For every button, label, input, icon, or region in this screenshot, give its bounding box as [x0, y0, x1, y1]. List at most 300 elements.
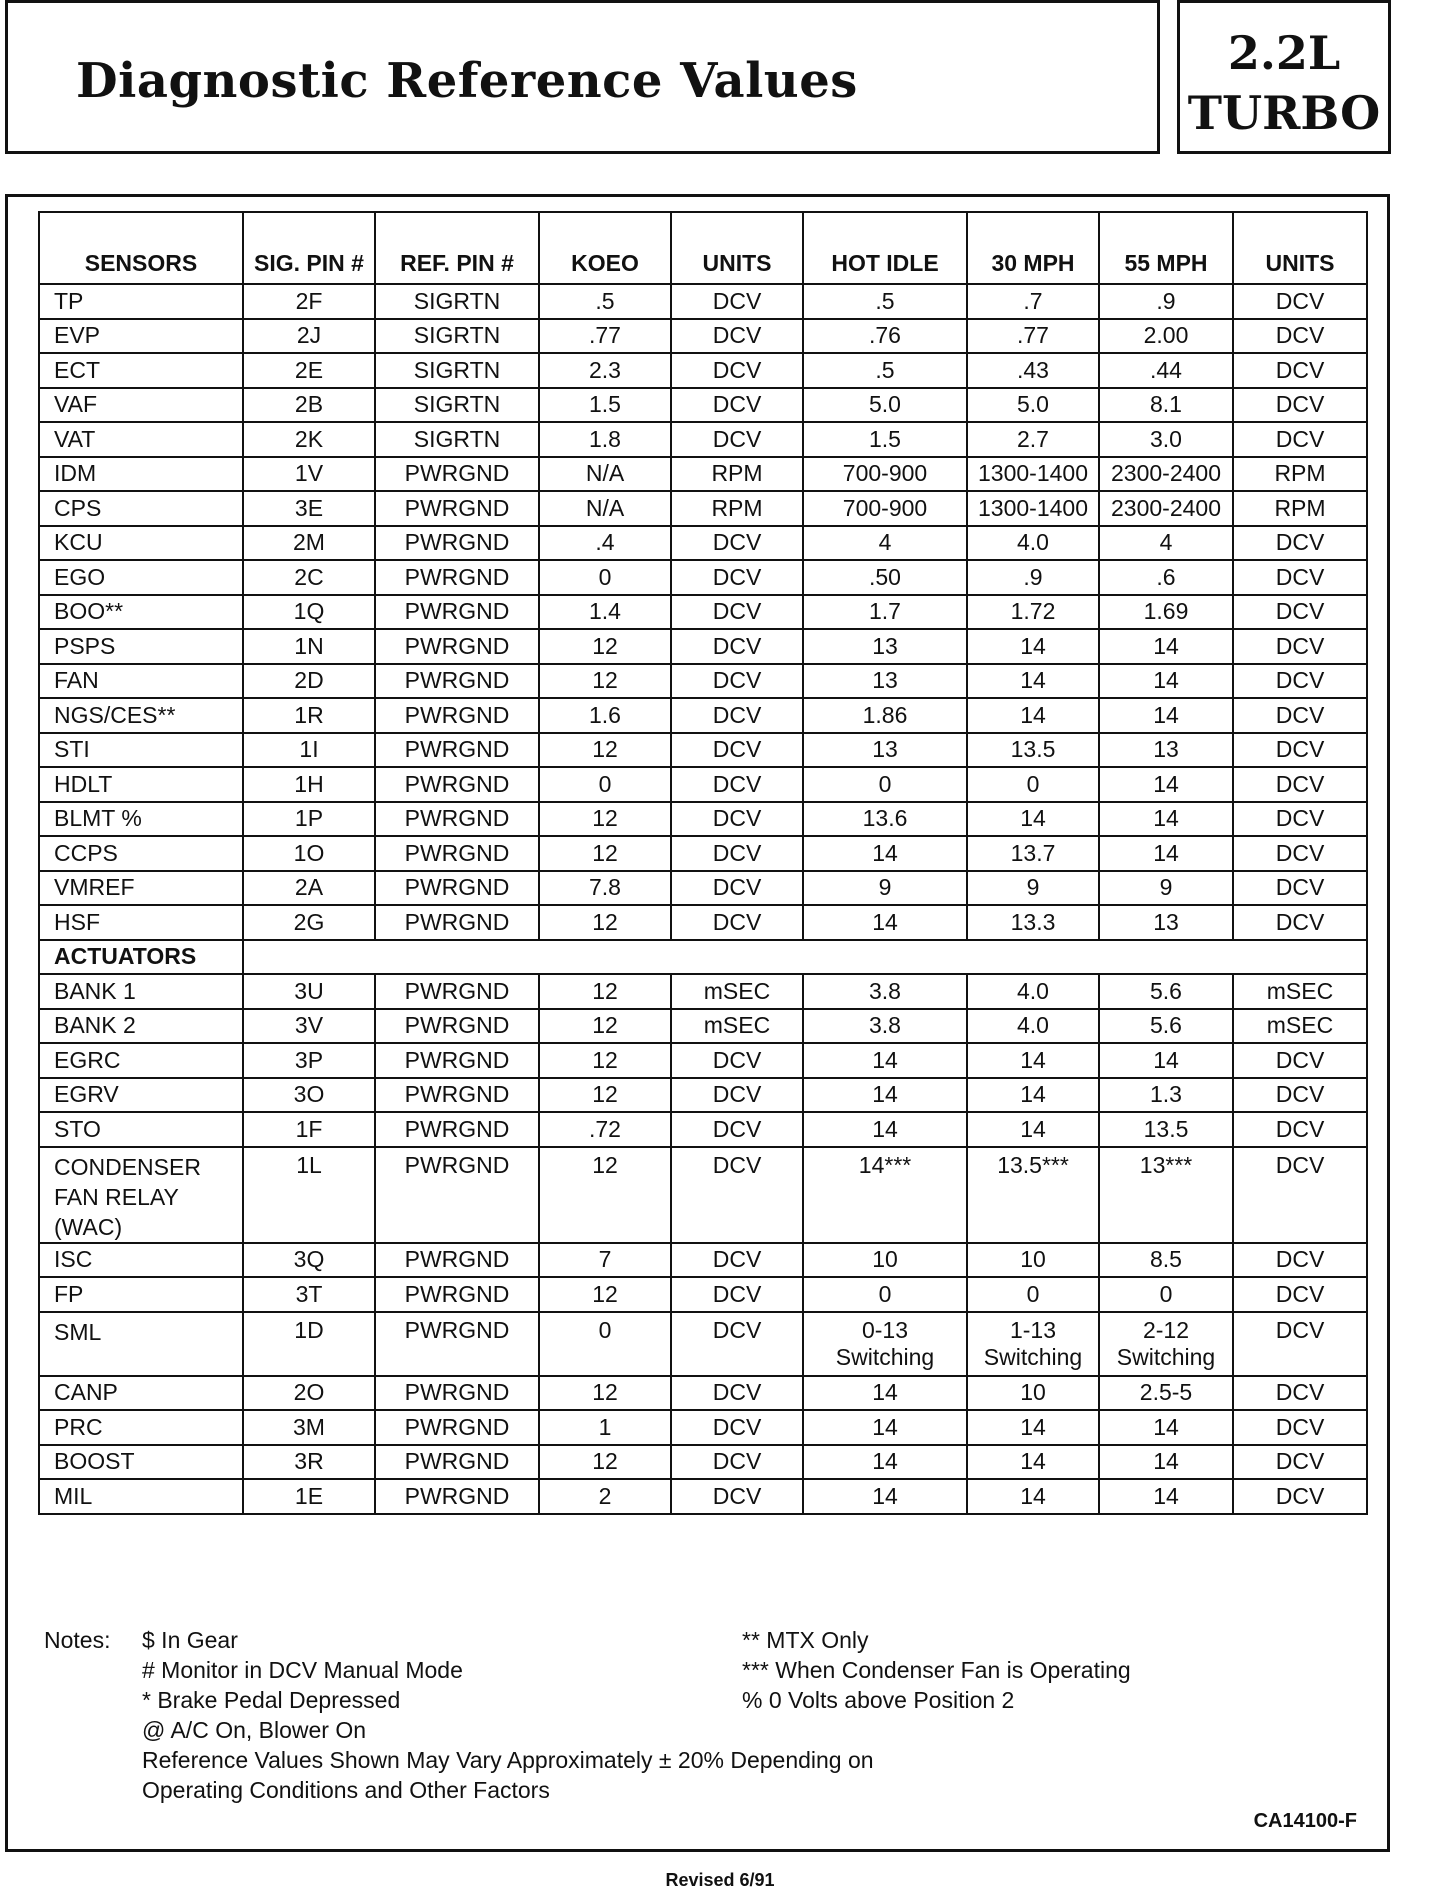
table-cell: 1.7: [803, 595, 967, 630]
table-cell: DCV: [671, 353, 803, 388]
table-row: [39, 284, 1367, 319]
table-cell: DCV: [1233, 1043, 1367, 1078]
note-line: % 0 Volts above Position 2: [742, 1687, 1015, 1713]
row-label: PRC: [39, 1410, 243, 1445]
table-cell: DCV: [671, 1147, 803, 1243]
table-cell: 2.00: [1099, 319, 1233, 354]
table-cell: 1Q: [243, 595, 375, 630]
table-cell: DCV: [671, 422, 803, 457]
table-row: [39, 595, 1367, 630]
table-cell: DCV: [671, 905, 803, 940]
table-cell: PWRGND: [375, 1078, 539, 1113]
table-cell: DCV: [671, 1410, 803, 1445]
table-row: [39, 698, 1367, 733]
note-line: * Brake Pedal Depressed: [142, 1687, 401, 1713]
table-cell: .5: [539, 284, 671, 319]
table-cell: PWRGND: [375, 1147, 539, 1243]
table-cell: 14: [967, 1078, 1099, 1113]
table-cell: SIGRTN: [375, 422, 539, 457]
table-cell: 1.69: [1099, 595, 1233, 630]
table-cell: 2G: [243, 905, 375, 940]
table-row: [39, 1277, 1367, 1312]
table-cell: 12: [539, 1376, 671, 1411]
table-cell: 13: [803, 629, 967, 664]
column-header: KOEO: [539, 212, 671, 284]
table-cell: PWRGND: [375, 767, 539, 802]
table-cell: 1-13 Switching: [967, 1312, 1099, 1376]
column-header: 30 MPH: [967, 212, 1099, 284]
table-cell: 1I: [243, 733, 375, 768]
table-cell: 14: [967, 802, 1099, 837]
row-label: CCPS: [39, 836, 243, 871]
table-cell: 12: [539, 629, 671, 664]
table-cell: 700-900: [803, 457, 967, 492]
table-cell: 3V: [243, 1009, 375, 1044]
section-spacer: [243, 940, 1367, 975]
table-cell: DCV: [671, 595, 803, 630]
table-cell: PWRGND: [375, 1312, 539, 1376]
row-label: VMREF: [39, 871, 243, 906]
page-title: Diagnostic Reference Values: [76, 53, 858, 109]
table-cell: .9: [967, 560, 1099, 595]
table-cell: 1F: [243, 1112, 375, 1147]
column-header: SIG. PIN #: [243, 212, 375, 284]
table-cell: DCV: [1233, 1312, 1367, 1376]
column-header: SENSORS: [39, 212, 243, 284]
table-cell: 12: [539, 974, 671, 1009]
table-cell: 13.5: [967, 733, 1099, 768]
table-cell: 2O: [243, 1376, 375, 1411]
reference-panel: [5, 194, 1390, 1852]
table-cell: 3U: [243, 974, 375, 1009]
table-header-row: [39, 212, 1367, 284]
table-cell: DCV: [671, 1312, 803, 1376]
table-row: [39, 388, 1367, 423]
table-cell: PWRGND: [375, 560, 539, 595]
note-line: # Monitor in DCV Manual Mode: [142, 1657, 463, 1683]
revision-footer: Revised 6/91: [665, 1870, 775, 1890]
row-label: BANK 2: [39, 1009, 243, 1044]
table-cell: .72: [539, 1112, 671, 1147]
table-cell: DCV: [1233, 836, 1367, 871]
table-row: [39, 526, 1367, 561]
table-cell: 14: [803, 1078, 967, 1113]
table-cell: 14: [1099, 629, 1233, 664]
table-cell: PWRGND: [375, 836, 539, 871]
table-cell: 14: [803, 1445, 967, 1480]
table-row: [39, 664, 1367, 699]
table-cell: DCV: [1233, 871, 1367, 906]
table-cell: 2.3: [539, 353, 671, 388]
table-cell: 9: [1099, 871, 1233, 906]
table-cell: DCV: [671, 1078, 803, 1113]
table-cell: 2D: [243, 664, 375, 699]
table-cell: DCV: [1233, 560, 1367, 595]
table-cell: 2F: [243, 284, 375, 319]
table-cell: DCV: [671, 388, 803, 423]
table-row: [39, 353, 1367, 388]
table-cell: DCV: [671, 319, 803, 354]
row-label: CPS: [39, 491, 243, 526]
table-cell: 2B: [243, 388, 375, 423]
table-cell: PWRGND: [375, 733, 539, 768]
table-cell: DCV: [671, 871, 803, 906]
row-label: FP: [39, 1277, 243, 1312]
table-cell: 2K: [243, 422, 375, 457]
table-cell: 14: [967, 1445, 1099, 1480]
table-cell: DCV: [1233, 767, 1367, 802]
table-cell: 3Q: [243, 1243, 375, 1278]
table-cell: 4.0: [967, 974, 1099, 1009]
table-cell: 14: [967, 1112, 1099, 1147]
table-body: [39, 284, 1367, 1514]
table-row: [39, 1410, 1367, 1445]
table-cell: DCV: [1233, 1410, 1367, 1445]
table-cell: 1H: [243, 767, 375, 802]
table-row: [39, 629, 1367, 664]
table-cell: 0: [539, 1312, 671, 1376]
table-cell: 2J: [243, 319, 375, 354]
section-label: ACTUATORS: [39, 940, 243, 975]
row-label: ECT: [39, 353, 243, 388]
row-label: KCU: [39, 526, 243, 561]
table-row: [39, 422, 1367, 457]
table-cell: 14: [1099, 1445, 1233, 1480]
table-row: [39, 974, 1367, 1009]
row-label: BOOST: [39, 1445, 243, 1480]
table-cell: DCV: [671, 526, 803, 561]
table-cell: 14: [1099, 767, 1233, 802]
table-cell: 3T: [243, 1277, 375, 1312]
table-row: [39, 491, 1367, 526]
table-cell: mSEC: [671, 1009, 803, 1044]
reference-table: [38, 211, 1368, 1515]
table-cell: SIGRTN: [375, 319, 539, 354]
table-cell: 5.0: [967, 388, 1099, 423]
table-cell: 1.72: [967, 595, 1099, 630]
table-cell: DCV: [671, 1445, 803, 1480]
row-label: STO: [39, 1112, 243, 1147]
table-cell: 2A: [243, 871, 375, 906]
table-cell: 8.1: [1099, 388, 1233, 423]
table-cell: .5: [803, 284, 967, 319]
table-cell: PWRGND: [375, 974, 539, 1009]
table-cell: PWRGND: [375, 457, 539, 492]
table-cell: DCV: [1233, 802, 1367, 837]
row-label: EVP: [39, 319, 243, 354]
table-cell: DCV: [671, 1043, 803, 1078]
table-cell: .50: [803, 560, 967, 595]
table-cell: 13.7: [967, 836, 1099, 871]
table-cell: PWRGND: [375, 629, 539, 664]
table-cell: 3E: [243, 491, 375, 526]
table-cell: 3P: [243, 1043, 375, 1078]
table-cell: 10: [967, 1243, 1099, 1278]
table-row: [39, 802, 1367, 837]
table-cell: RPM: [1233, 491, 1367, 526]
table-cell: 0: [803, 1277, 967, 1312]
table-row: [39, 733, 1367, 768]
table-cell: 12: [539, 1009, 671, 1044]
row-label: NGS/CES**: [39, 698, 243, 733]
table-row: [39, 319, 1367, 354]
table-cell: .44: [1099, 353, 1233, 388]
table-cell: 1.3: [1099, 1078, 1233, 1113]
table-cell: DCV: [1233, 1147, 1367, 1243]
table-cell: SIGRTN: [375, 353, 539, 388]
table-cell: 14***: [803, 1147, 967, 1243]
table-cell: DCV: [1233, 526, 1367, 561]
table-cell: 13***: [1099, 1147, 1233, 1243]
table-cell: PWRGND: [375, 1043, 539, 1078]
table-cell: 4.0: [967, 526, 1099, 561]
table-cell: 2E: [243, 353, 375, 388]
row-label: VAT: [39, 422, 243, 457]
table-cell: 3O: [243, 1078, 375, 1113]
table-cell: 3R: [243, 1445, 375, 1480]
table-cell: 1R: [243, 698, 375, 733]
row-label: STI: [39, 733, 243, 768]
table-cell: PWRGND: [375, 491, 539, 526]
row-label: BLMT %: [39, 802, 243, 837]
table-cell: 1.5: [803, 422, 967, 457]
table-cell: 12: [539, 1078, 671, 1113]
table-cell: 1300-1400: [967, 491, 1099, 526]
table-row: [39, 1376, 1367, 1411]
table-row: [39, 1009, 1367, 1044]
table-cell: 3.8: [803, 974, 967, 1009]
table-cell: DCV: [671, 1277, 803, 1312]
row-label: PSPS: [39, 629, 243, 664]
table-cell: .76: [803, 319, 967, 354]
row-label: BANK 1: [39, 974, 243, 1009]
table-cell: 12: [539, 1147, 671, 1243]
notes-right-column: [742, 1625, 1242, 1715]
table-cell: DCV: [1233, 905, 1367, 940]
table-cell: 9: [967, 871, 1099, 906]
table-row: [39, 1147, 1367, 1243]
table-cell: 5.0: [803, 388, 967, 423]
table-cell: SIGRTN: [375, 388, 539, 423]
table-cell: 2M: [243, 526, 375, 561]
table-cell: 1E: [243, 1479, 375, 1514]
table-cell: DCV: [671, 1479, 803, 1514]
note-line: $ In Gear: [142, 1627, 238, 1653]
table-cell: 0: [1099, 1277, 1233, 1312]
table-cell: DCV: [671, 836, 803, 871]
table-cell: DCV: [671, 767, 803, 802]
document-code: CA14100-F: [1253, 1810, 1357, 1832]
table-cell: .7: [967, 284, 1099, 319]
table-cell: DCV: [671, 284, 803, 319]
table-cell: 2: [539, 1479, 671, 1514]
table-cell: 1D: [243, 1312, 375, 1376]
row-label: VAF: [39, 388, 243, 423]
table-cell: 3M: [243, 1410, 375, 1445]
table-cell: PWRGND: [375, 1277, 539, 1312]
table-cell: 10: [967, 1376, 1099, 1411]
table-cell: .4: [539, 526, 671, 561]
table-cell: 2.5-5: [1099, 1376, 1233, 1411]
table-cell: PWRGND: [375, 664, 539, 699]
table-cell: DCV: [1233, 733, 1367, 768]
table-cell: 12: [539, 1445, 671, 1480]
table-cell: 14: [803, 836, 967, 871]
table-cell: 14: [1099, 1410, 1233, 1445]
table-cell: DCV: [671, 560, 803, 595]
table-row: [39, 871, 1367, 906]
table-cell: DCV: [1233, 388, 1367, 423]
table-cell: 1.5: [539, 388, 671, 423]
table-cell: PWRGND: [375, 1112, 539, 1147]
table-cell: DCV: [671, 1112, 803, 1147]
table-cell: PWRGND: [375, 1009, 539, 1044]
table-cell: DCV: [671, 733, 803, 768]
table-cell: SIGRTN: [375, 284, 539, 319]
table-cell: mSEC: [1233, 1009, 1367, 1044]
table-cell: 0: [967, 1277, 1099, 1312]
table-row: [39, 1043, 1367, 1078]
table-cell: 14: [803, 1410, 967, 1445]
table-cell: 13.5***: [967, 1147, 1099, 1243]
table-cell: DCV: [1233, 664, 1367, 699]
table-cell: 12: [539, 1277, 671, 1312]
table-cell: 10: [803, 1243, 967, 1278]
table-cell: DCV: [1233, 1445, 1367, 1480]
note-line: *** When Condenser Fan is Operating: [742, 1657, 1131, 1683]
table-cell: 14: [803, 905, 967, 940]
column-header: REF. PIN #: [375, 212, 539, 284]
note-line: Reference Values Shown May Vary Approximately ± 20% Depending on: [142, 1747, 874, 1773]
table-cell: DCV: [1233, 698, 1367, 733]
table-cell: DCV: [1233, 422, 1367, 457]
table-cell: 1P: [243, 802, 375, 837]
table-cell: 12: [539, 1043, 671, 1078]
table-row: [39, 457, 1367, 492]
table-cell: 14: [1099, 1479, 1233, 1514]
table-cell: .77: [967, 319, 1099, 354]
table-cell: 14: [803, 1376, 967, 1411]
table-cell: 4: [803, 526, 967, 561]
table-cell: 1: [539, 1410, 671, 1445]
table-cell: DCV: [671, 664, 803, 699]
table-cell: DCV: [1233, 284, 1367, 319]
table-cell: PWRGND: [375, 1376, 539, 1411]
table-cell: 14: [1099, 836, 1233, 871]
table-cell: 4.0: [967, 1009, 1099, 1044]
table-cell: 12: [539, 905, 671, 940]
table-cell: RPM: [671, 457, 803, 492]
table-cell: 1.8: [539, 422, 671, 457]
table-cell: DCV: [1233, 1078, 1367, 1113]
table-cell: 14: [967, 629, 1099, 664]
table-row: [39, 1243, 1367, 1278]
title-box: [5, 0, 1160, 154]
table-row: [39, 905, 1367, 940]
table-cell: PWRGND: [375, 1410, 539, 1445]
table-cell: 12: [539, 664, 671, 699]
row-label: SML: [39, 1312, 243, 1376]
table-cell: 13.3: [967, 905, 1099, 940]
table-cell: 13: [803, 733, 967, 768]
table-cell: 1L: [243, 1147, 375, 1243]
table-cell: PWRGND: [375, 1243, 539, 1278]
row-label: EGRC: [39, 1043, 243, 1078]
table-cell: 0: [539, 767, 671, 802]
table-cell: 1.86: [803, 698, 967, 733]
table-cell: PWRGND: [375, 1479, 539, 1514]
table-cell: N/A: [539, 457, 671, 492]
table-cell: DCV: [1233, 1479, 1367, 1514]
table-cell: 2-12 Switching: [1099, 1312, 1233, 1376]
row-label: HDLT: [39, 767, 243, 802]
column-header: HOT IDLE: [803, 212, 967, 284]
table-cell: 13: [1099, 905, 1233, 940]
table-cell: 13: [1099, 733, 1233, 768]
row-label: IDM: [39, 457, 243, 492]
table-row: [39, 1445, 1367, 1480]
table-cell: 1.4: [539, 595, 671, 630]
column-header: 55 MPH: [1099, 212, 1233, 284]
table-cell: 14: [967, 664, 1099, 699]
table-cell: 1300-1400: [967, 457, 1099, 492]
table-cell: .43: [967, 353, 1099, 388]
table-cell: 7: [539, 1243, 671, 1278]
row-label: EGRV: [39, 1078, 243, 1113]
table-cell: 14: [1099, 664, 1233, 699]
table-cell: 13.5: [1099, 1112, 1233, 1147]
table-cell: 14: [1099, 698, 1233, 733]
table-cell: 13: [803, 664, 967, 699]
table-cell: .9: [1099, 284, 1233, 319]
note-line: @ A/C On, Blower On: [142, 1717, 367, 1743]
table-cell: PWRGND: [375, 905, 539, 940]
table-row: [39, 1112, 1367, 1147]
table-cell: DCV: [1233, 595, 1367, 630]
table-cell: DCV: [1233, 1376, 1367, 1411]
engine-type: TURBO: [1187, 86, 1381, 140]
table-cell: 12: [539, 802, 671, 837]
table-cell: 700-900: [803, 491, 967, 526]
table-cell: 5.6: [1099, 1009, 1233, 1044]
row-label: FAN: [39, 664, 243, 699]
table-cell: DCV: [671, 629, 803, 664]
table-cell: 2300-2400: [1099, 491, 1233, 526]
table-cell: RPM: [671, 491, 803, 526]
table-cell: 5.6: [1099, 974, 1233, 1009]
table-cell: PWRGND: [375, 595, 539, 630]
table-cell: PWRGND: [375, 871, 539, 906]
table-cell: 1V: [243, 457, 375, 492]
table-cell: DCV: [671, 802, 803, 837]
engine-size: 2.2L: [1227, 26, 1341, 80]
note-line: ** MTX Only: [742, 1627, 869, 1653]
row-label: MIL: [39, 1479, 243, 1514]
row-label: CANP: [39, 1376, 243, 1411]
table-cell: 14: [967, 1479, 1099, 1514]
table-row: [39, 1078, 1367, 1113]
table-cell: DCV: [671, 698, 803, 733]
table-cell: 14: [1099, 802, 1233, 837]
section-row-actuators: [39, 940, 1367, 975]
table-cell: 9: [803, 871, 967, 906]
table-cell: 3.0: [1099, 422, 1233, 457]
table-cell: PWRGND: [375, 526, 539, 561]
table-cell: 7.8: [539, 871, 671, 906]
table-cell: .77: [539, 319, 671, 354]
table-cell: 1O: [243, 836, 375, 871]
notes-label: Notes:: [44, 1627, 111, 1653]
